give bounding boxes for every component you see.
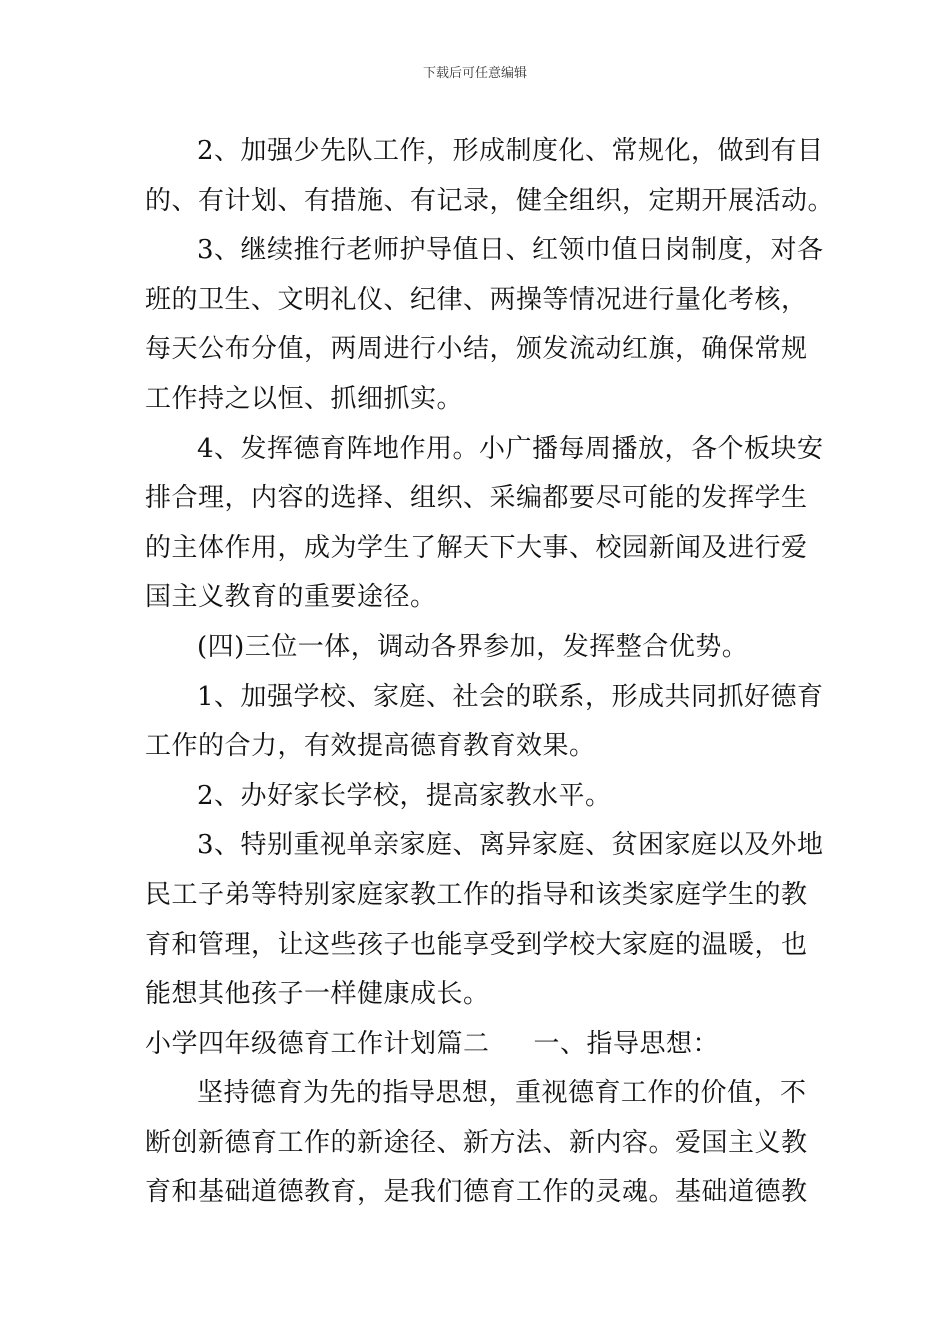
paragraph-line: 排合理，内容的选择、组织、采编都要尽可能的发挥学生 bbox=[145, 483, 808, 514]
paragraph-line: 民工子弟等特别家庭家教工作的指导和该类家庭学生的教 bbox=[145, 879, 808, 910]
paragraph-line: 4、发挥德育阵地作用。小广播每周播放，各个板块安 bbox=[197, 433, 824, 464]
paragraph-line: 工作的合力，有效提高德育教育效果。 bbox=[145, 731, 596, 762]
paragraph-line: 2、加强少先队工作，形成制度化、常规化，做到有目 bbox=[197, 136, 824, 166]
paragraph-line: 能想其他孩子一样健康成长。 bbox=[145, 979, 490, 1010]
section-subtitle: 一、指导思想： bbox=[533, 1028, 720, 1059]
paragraph-line: 1、加强学校、家庭、社会的联系，形成共同抓好德育 bbox=[197, 681, 824, 712]
paragraph-line: 的、有计划、有措施、有记录，健全组织，定期开展活动。 bbox=[145, 185, 835, 216]
paragraph-line: 坚持德育为先的指导思想，重视德育工作的价值，不 bbox=[197, 1078, 807, 1109]
section-heading-line: (四)三位一体，调动各界参加，发挥整合优势。 bbox=[197, 631, 749, 662]
paragraph-line: 育和管理，让这些孩子也能享受到学校大家庭的温暖，也 bbox=[145, 929, 808, 960]
paragraph-line: 国主义教育的重要途径。 bbox=[145, 582, 437, 613]
paragraph-line: 班的卫生、文明礼仪、纪律、两操等情况进行量化考核， bbox=[145, 284, 808, 315]
section-title-line bbox=[145, 1020, 809, 1070]
paragraph-line: 2、办好家长学校，提高家教水平。 bbox=[197, 780, 612, 811]
paragraph-line: 的主体作用，成为学生了解天下大事、校园新闻及进行爱 bbox=[145, 532, 808, 563]
section-title: 小学四年级德育工作计划篇二 bbox=[145, 1028, 490, 1059]
document-body bbox=[145, 127, 835, 1218]
paragraph-line: 每天公布分值，两周进行小结，颁发流动红旗，确保常规 bbox=[145, 334, 808, 365]
paragraph-line: 断创新德育工作的新途径、新方法、新内容。爱国主义教 bbox=[145, 1127, 808, 1158]
paragraph-line: 3、特别重视单亲家庭、离异家庭、贫困家庭以及外地 bbox=[197, 830, 824, 861]
paragraph-line: 3、继续推行老师护导值日、红领巾值日岗制度，对各 bbox=[197, 235, 824, 266]
paragraph-line: 工作持之以恒、抓细抓实。 bbox=[145, 383, 464, 414]
paragraph-line: 育和基础道德教育，是我们德育工作的灵魂。基础道德教 bbox=[145, 1177, 808, 1208]
page-header-note: 下载后可任意编辑 bbox=[422, 66, 527, 81]
